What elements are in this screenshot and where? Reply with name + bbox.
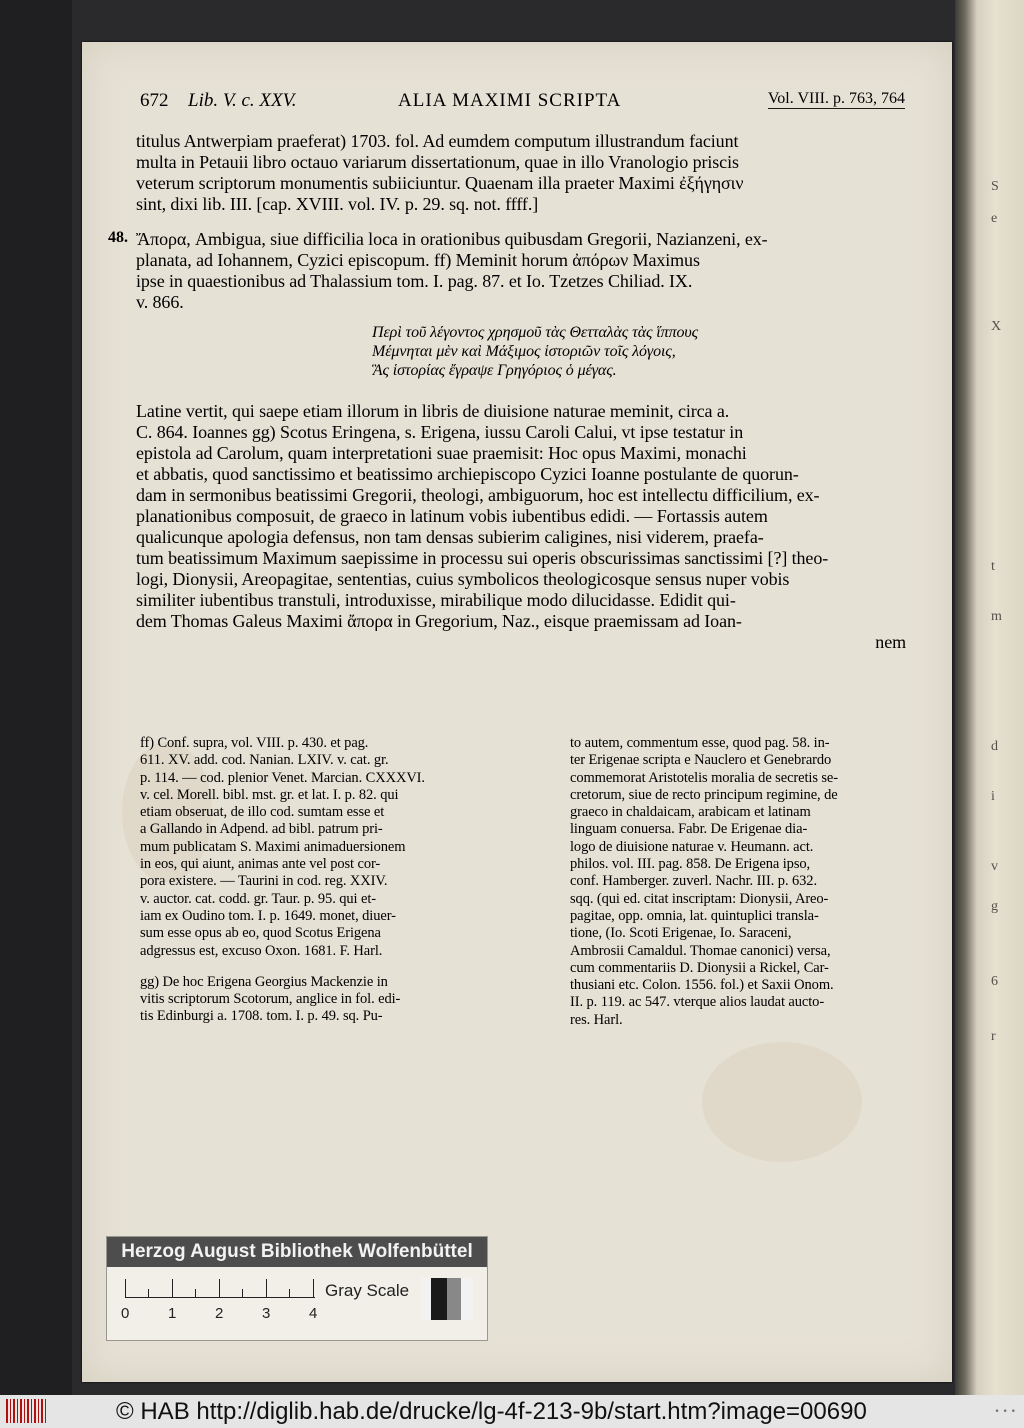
footnote-line: vitis scriptorum Scotorum, anglice in fol. edi-: [140, 991, 401, 1008]
footnote-line: to autem, commentum esse, quod pag. 58. in-: [570, 735, 830, 751]
footnote-line: thusiani etc. Colon. 1556. fol.) et Saxii Onom.: [570, 977, 834, 994]
chapter-reference: Lib. V. c. XXV.: [188, 90, 297, 111]
footnote-line: pora existere. — Taurini in cod. reg. XXIV.: [140, 873, 388, 890]
running-title: ALIA MAXIMI SCRIPTA: [398, 90, 622, 111]
ruler-tick: [242, 1289, 243, 1297]
color-calibration-card: [106, 1236, 488, 1341]
footnote-line: pagitae, opp. omnia, lat. quintuplici transla-: [570, 907, 819, 924]
footnote-line: in eos, qui aiunt, animas ante vel post cor-: [140, 856, 381, 873]
footnote-line: cum commentariis D. Dionysii a Rickel, Car-: [570, 959, 829, 976]
footnote-line: 611. XV. add. cod. Nanian. LXIV. v. cat. gr.: [140, 752, 389, 769]
ruler-number: 0: [121, 1305, 130, 1322]
footnote-line: sum esse opus ab eo, quod Scotus Erigena: [140, 925, 381, 942]
footnote-line: adgressus est, excuso Oxon. 1681. F. Harl.: [140, 942, 383, 959]
paper-stain: [702, 1042, 862, 1162]
edge-glyph: m: [991, 609, 1002, 624]
footnote-line: p. 114. — cod. plenior Venet. Marcian. CXXXVI.: [140, 769, 425, 786]
edge-glyph: i: [991, 789, 995, 804]
footer-dots: • • •: [994, 1407, 1016, 1417]
adjacent-page-edge: [955, 0, 1024, 1395]
running-head: [140, 90, 905, 118]
text-line: Latine vertit, qui saepe etiam illorum in libris de diuisione naturae meminit, circa a.: [136, 401, 730, 421]
text-line: Ἄπορα, Ambigua, siue difficilia loca in orationibus quibusdam Gregorii, Nazianzeni, ex-: [136, 229, 768, 249]
text-line: planationibus composuit, de graeco in latinum vobis iubentibus edidi. — Fortassis autem: [136, 506, 768, 526]
ruler-baseline: [125, 1297, 315, 1298]
footnote-line: ff) Conf. supra, vol. VIII. p. 430. et pag.: [140, 735, 369, 751]
text-line: logi, Dionysii, Areopagitae, sententias, cuius symbolicos theologicosque sensus nuper vobis: [136, 569, 790, 589]
volume-reference: Vol. VIII. p. 763, 764: [767, 90, 905, 107]
gray-swatch-black: [431, 1278, 447, 1320]
footer-bar: [0, 1395, 1024, 1428]
entry-number: 48.: [108, 229, 128, 246]
footnote-line: ter Erigenae scripta e Nauclero et Genebrardo: [570, 752, 832, 769]
catchword: nem: [875, 632, 906, 652]
footnote-line: philos. vol. III. pag. 858. De Erigena ipso,: [570, 856, 811, 873]
footnote-column-right: [570, 735, 915, 1029]
text-line: veterum scriptorum monumentis subiiciuntur. Quaenam illa praeter Maximi ἐξήγησιν: [136, 173, 744, 193]
footnote-line: Ambrosii Camaldul. Thomae canonici) versa,: [570, 942, 831, 959]
footnote-line: v. auctor. cat. codd. gr. Taur. p. 95. qui et-: [140, 890, 376, 907]
greek-verses: [372, 323, 792, 380]
footnote-line: gg) De hoc Erigena Georgius Mackenzie in: [140, 973, 388, 990]
footnote-line: v. cel. Morell. bibl. mst. gr. et lat. I. p. 82. qui: [140, 786, 399, 803]
edge-glyph: t: [991, 559, 995, 574]
page-number: 672: [140, 90, 169, 111]
edge-glyph: X: [991, 319, 1002, 334]
gray-scale-label: Gray Scale: [325, 1281, 410, 1300]
paragraph-gap: [136, 215, 906, 229]
footnote-line: mum publicatam S. Maximi animaduersionem: [140, 838, 406, 855]
text-line: ipse in quaestionibus ad Thalassium tom. I. pag. 87. et Io. Tzetzes Chiliad. IX.: [136, 271, 693, 291]
text-line: multa in Petauii libro octauo variarum dissertationum, quae in illo Vranologio priscis: [136, 152, 739, 172]
text-line: tum beatissimum Maximum saepissime in processu sui operis obscurissimas sanctissimi [?] theo-: [136, 548, 829, 568]
gray-swatch-white: [461, 1278, 473, 1320]
verse-line: Περὶ τοῦ λέγοντος χρησμοῦ τὰς Θετταλὰς τὰς ἵππους: [372, 324, 699, 341]
ruler-number: 1: [168, 1305, 177, 1322]
greek-quotation: [136, 313, 906, 387]
edge-glyph: d: [991, 739, 998, 754]
edge-glyph: v: [991, 859, 998, 874]
ruler-number: 3: [262, 1305, 271, 1322]
footnote-line: tione, (Io. Scoti Erigenae, Io. Saraceni,: [570, 925, 792, 942]
edge-glyph: g: [991, 899, 998, 914]
footnote-line: cretorum, siue de recto principum regimine, de: [570, 786, 838, 803]
ruler-tick: [266, 1279, 267, 1297]
footnote-line: conf. Hamberger. zuverl. Nachr. III. p. 632.: [570, 873, 817, 890]
scan-background-left: [0, 0, 72, 1395]
ruler-tick: [148, 1289, 149, 1297]
text-line: planata, ad Iohannem, Cyzici episcopum. ff) Meminit horum ἀπόρων Maximus: [136, 250, 700, 270]
scale-ruler: [121, 1275, 318, 1325]
footnote-line: commemorat Aristotelis moralia de secretis se-: [570, 769, 838, 786]
gray-swatch-mid: [447, 1278, 461, 1320]
text-line: sint, dixi lib. III. [cap. XVIII. vol. IV. p. 29. sq. not. ffff.]: [136, 194, 539, 214]
ruler-tick: [125, 1279, 126, 1297]
footnote-line: iam ex Oudino tom. I. p. 1649. monet, diuer-: [140, 907, 396, 924]
footnote-line: etiam obseruat, de illo cod. sumtam esse et: [140, 804, 385, 821]
footnote-column-left: [140, 735, 475, 1026]
text-line: C. 864. Ioannes gg) Scotus Eringena, s. Erigena, iussu Caroli Calui, vt ipse testatur in: [136, 422, 744, 442]
text-line: titulus Antwerpiam praeferat) 1703. fol. Ad eumdem computum illustrandum faciunt: [136, 131, 739, 151]
text-line: epistola ad Carolum, quam interpretationi suae praemisit: Hoc opus Maximi, monachi: [136, 443, 747, 463]
main-text: [108, 131, 906, 653]
ruler-tick: [172, 1279, 173, 1297]
footnote-line: a Gallando in Adpend. ad bibl. patrum pri-: [140, 821, 383, 838]
text-line: dem Thomas Galeus Maximi ἄπορα in Gregorium, Naz., eisque praemissam ad Ioan-: [136, 611, 742, 631]
footnote-line: II. p. 119. ac 547. vterque alios laudat aucto-: [570, 994, 825, 1011]
text-line: similiter iubentibus transtuli, introduxisse, mirabilique modo dilucidasse. Edidit qui-: [136, 590, 736, 610]
footnote-line: graeco in chaldaicam, arabicam et latinam: [570, 804, 811, 821]
edge-glyph: r: [991, 1029, 996, 1044]
ruler-number: 4: [309, 1305, 318, 1322]
footnote-line: logo de diuisione naturae v. Heumann. act.: [570, 838, 814, 855]
text-line: v. 866.: [136, 292, 184, 312]
footnote-gap: [140, 960, 475, 974]
text-line: qualicunque apologia defensus, non tam densas subierim caligines, nisi viderem, praefa-: [136, 527, 764, 547]
ruler-tick: [219, 1279, 220, 1297]
edge-glyph: S: [991, 179, 999, 194]
entry-48: [108, 229, 906, 313]
gray-swatch-white: [421, 1278, 431, 1320]
edge-glyph: e: [991, 211, 998, 226]
footnote-line: tis Edinburgi a. 1708. tom. I. p. 49. sq. Pu-: [140, 1008, 383, 1025]
barcode-logo-icon: [6, 1399, 46, 1423]
footnote-line: sqq. (qui ed. citat inscriptam: Dionysii, Areo-: [570, 890, 829, 907]
ruler-tick: [195, 1289, 196, 1297]
copyright-url[interactable]: © HAB http://diglib.hab.de/drucke/lg-4f-213-9b/start.htm?image=00690: [116, 1398, 867, 1425]
footnote-line: linguam conuersa. Fabr. De Erigenae dia-: [570, 821, 808, 838]
ruler-number: 2: [215, 1305, 224, 1322]
verse-line: Ἃς ἱστορίας ἔγραψε Γρηγόριος ὁ μέγας.: [372, 362, 617, 379]
verse-line: Μέμνηται μὲν καὶ Μάξιμος ἱστοριῶν τοῖς λόγοις,: [372, 343, 676, 360]
ruler-tick: [289, 1289, 290, 1297]
edge-glyph: 6: [991, 974, 998, 989]
library-name: Herzog August Bibliothek Wolfenbüttel: [107, 1237, 487, 1267]
paragraph-gap: [136, 387, 906, 401]
ruler-tick: [313, 1279, 314, 1297]
footnote-line: res. Harl.: [570, 1011, 623, 1028]
text-line: et abbatis, quod sanctissimo et beatissimo archiepiscopo Cyzici Ioanne postulante de quorun-: [136, 464, 799, 484]
text-line: dam in sermonibus beatissimi Gregorii, theologi, ambiguorum, hoc est intellectu difficilium, ex-: [136, 485, 820, 505]
